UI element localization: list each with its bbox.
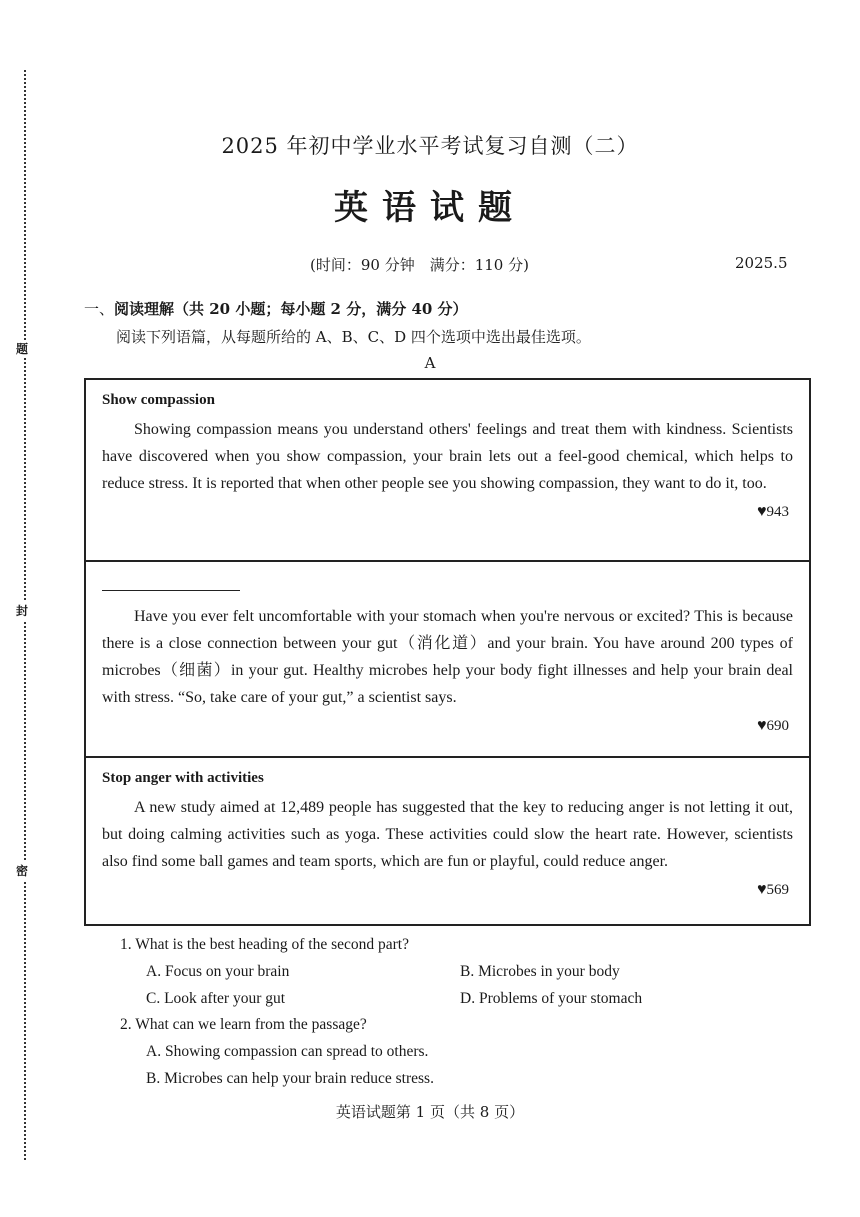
q1-option-c[interactable]: C. Look after your gut [146, 990, 286, 1007]
part-2-like-count: 690 [766, 718, 789, 734]
q2-option-a[interactable]: A. Showing compassion can spread to others. [146, 1043, 429, 1060]
question-1-options-row-2 [120, 985, 740, 1012]
part-1-body: Showing compassion means you understand others' feelings and treat them with kindness. Scientists have discovered when you show compassion, your brain lets out a feel-good chemical, which helps to reduce stress. It is reported that when other people see you showing compassion, they want to do it, too. [102, 421, 793, 492]
question-2-stem: What can we learn from the passage? [135, 1016, 367, 1033]
heart-icon: ♥ [757, 503, 767, 520]
question-1 [120, 932, 740, 958]
part-2-likes [102, 717, 793, 735]
questions-block [120, 932, 740, 1092]
question-2-option-row-a [120, 1038, 740, 1065]
q1-option-b[interactable]: B. Microbes in your body [460, 963, 620, 980]
part-3-like-count: 569 [766, 882, 789, 898]
section-heading-text: 阅读理解（共 20 小题；每小题 2 分，满分 40 分） [114, 300, 468, 318]
question-2-option-row-b [120, 1065, 740, 1092]
exam-title: 2025 年初中学业水平考试复习自测（二） [221, 134, 639, 158]
part-3-likes [102, 881, 793, 899]
passage-part-2 [84, 560, 811, 756]
section-heading [84, 298, 468, 319]
part-2-heading-blank [102, 578, 240, 591]
page-footer: 英语试题第 1 页（共 8 页） [335, 1103, 525, 1121]
part-3-body: A new study aimed at 12,489 people has suggested that the key to reducing anger is not letting it out, but doing calming activities such as yoga. These activities could slow the heart rate. However, scientists also find some ball games and team sports, which are fun or playful, could reduce anger. [102, 799, 793, 870]
part-1-likes [102, 503, 793, 521]
part-3-title: Stop anger with activities [102, 770, 264, 786]
question-1-options-row-1 [120, 958, 740, 985]
question-2 [120, 1012, 740, 1038]
question-1-stem: What is the best heading of the second part? [135, 936, 409, 953]
section-heading-prefix: 一、 [84, 300, 115, 318]
binding-label-ti: 题 [16, 342, 29, 356]
binding-label-mi: 密 [16, 864, 29, 878]
q1-option-a[interactable]: A. Focus on your brain [146, 963, 290, 980]
q1-option-d[interactable]: D. Problems of your stomach [460, 990, 643, 1007]
question-1-number: 1. [120, 936, 132, 953]
part-2-body: Have you ever felt uncomfortable with your stomach when you're nervous or excited? This is because there is a close connection between your gut（消化道）and your brain. You have around 200 types of microbes（细菌）in your gut. Healthy microbes help your body fight illnesses and help your brain deal with stress. “So, take care of your gut,” a scientist says. [102, 608, 793, 706]
part-1-like-count: 943 [766, 504, 789, 520]
passage-part-3 [84, 756, 811, 926]
passage-part-1 [84, 378, 811, 560]
exam-date: 2025.5 [735, 254, 788, 272]
section-instruction: 阅读下列语篇，从每题所给的 A、B、C、D 四个选项中选出最佳选项。 [116, 328, 591, 346]
exam-subject: 英语试题 [334, 188, 526, 228]
binding-label-feng: 封 [16, 604, 29, 618]
heart-icon: ♥ [757, 881, 767, 898]
question-2-number: 2. [120, 1016, 132, 1033]
q2-option-b[interactable]: B. Microbes can help your brain reduce stress. [146, 1070, 434, 1087]
part-1-title: Show compassion [102, 392, 215, 408]
heart-icon: ♥ [757, 717, 767, 734]
passage-label: A [424, 354, 436, 372]
time-info: (时间：90 分钟 满分：110 分) [310, 256, 529, 274]
